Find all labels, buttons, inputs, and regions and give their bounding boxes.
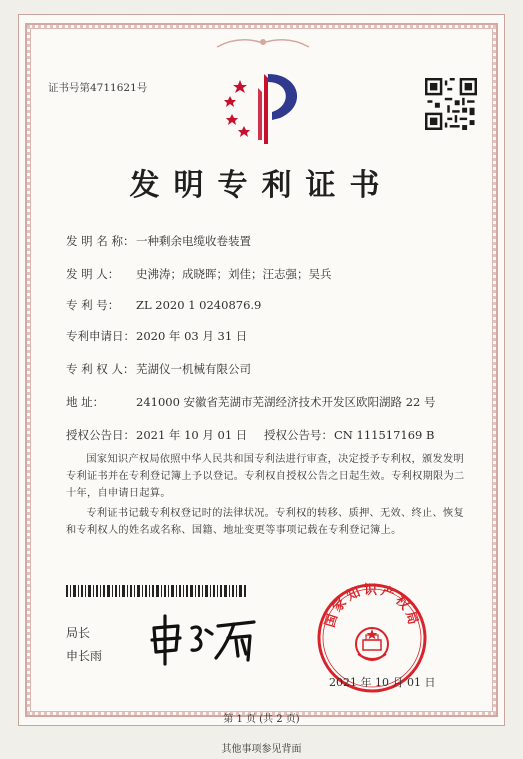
cnipa-logo-icon [222,68,312,148]
field-label: 地 址： [66,395,105,409]
field-address [66,394,436,410]
field-announce-number [264,427,434,443]
field-label: 专 利 权 人： [66,362,135,376]
svg-text:国家知识产权局 [322,582,421,629]
page-number: 第 1 页 (共 2 页) [223,714,300,725]
certificate-number: 证书号第4711621号 [48,82,148,94]
field-label: 发 明 人： [66,267,120,281]
field-patentee [66,361,251,377]
field-application-date [66,328,247,344]
field-value: 芜湖仪一机械有限公司 [136,362,251,376]
field-value: 史沸涛；成晓晖；刘佳；汪志强；吴兵 [136,267,332,281]
field-label: 专 利 号： [66,298,120,312]
director-name: 申长雨 [66,649,103,663]
field-value: 一种剩余电缆收卷装置 [136,234,251,248]
field-label: 授权公告日： [66,428,135,442]
legal-paragraph-2: 专利证书记载专利权登记时的法律状况。专利权的转移、质押、无效、终止、恢复和专利权人的姓名或名称、国籍、地址变更等事项记载在专利登记簿上。 [66,508,464,536]
seal-date: 2021 年 10 月 01 日 [329,676,436,689]
field-inventors [66,266,332,282]
signature-icon [148,610,258,666]
legal-paragraph-1: 国家知识产权局依照中华人民共和国专利法进行审查，决定授予专利权，颁发发明专利证书并在专利登记簿上予以登记。专利权自授权公告之日起生效。专利权期限为二十年，自申请日起算。 [66,454,465,499]
field-label: 专利申请日： [66,329,135,343]
barcode-icon [66,585,246,597]
director-title: 局长 [66,626,91,640]
field-label: 发 明 名 称： [66,234,135,248]
top-ornament-icon [215,33,311,51]
field-value: 2020 年 03 月 31 日 [136,329,248,343]
seal-text: 国家知识产权局 [322,582,422,630]
field-patent-number [66,297,261,313]
field-label: 授权公告号： [264,428,333,442]
field-value: 241000 安徽省芜湖市芜湖经济技术开发区欧阳湖路 22 号 [136,395,436,409]
certificate-title: 发明专利证书 [129,168,394,203]
field-value: ZL 2020 1 0240876.9 [136,298,262,312]
field-value: CN 111517169 B [334,428,435,442]
qr-code-icon [425,78,477,130]
field-announce-date [66,427,247,443]
field-value: 2021 年 10 月 01 日 [136,428,248,442]
field-invention-name [66,233,251,249]
footer-note: 其他事项参见背面 [221,744,302,755]
